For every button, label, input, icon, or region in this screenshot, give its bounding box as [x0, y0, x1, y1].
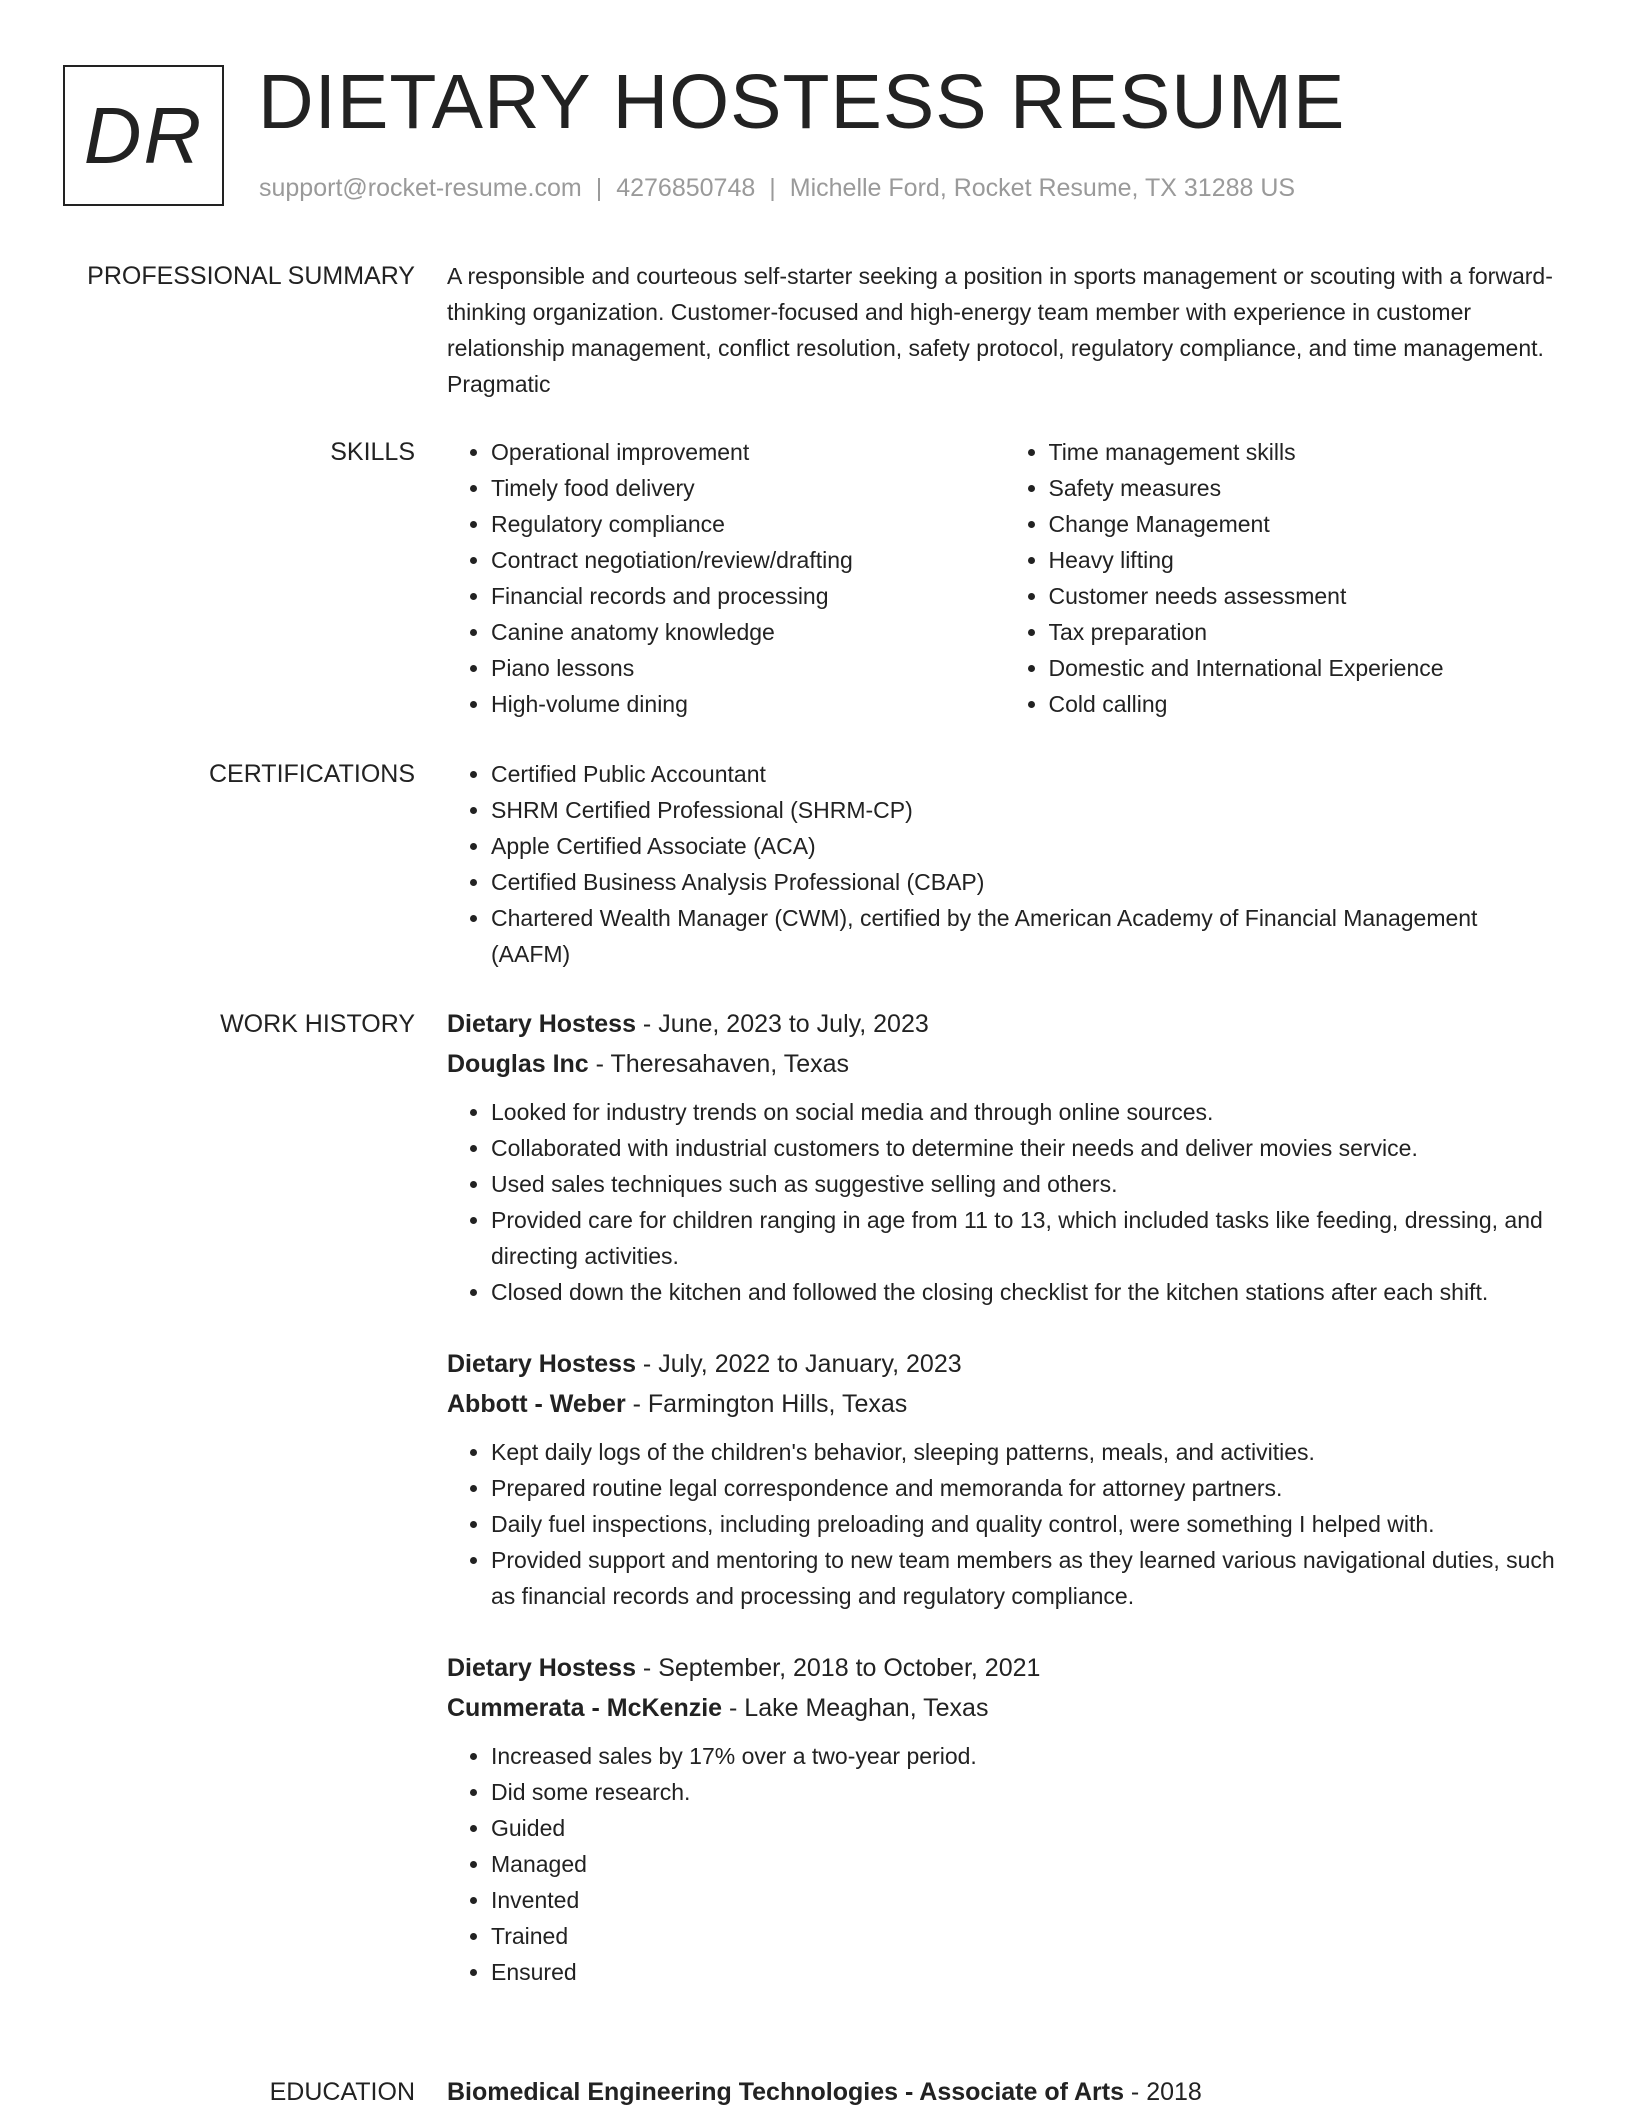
certification-item: • Apple Certified Associate (ACA): [491, 828, 1562, 864]
skill-item: • High-volume dining: [491, 686, 1005, 722]
job-company-line: [447, 1688, 1562, 1728]
education-year: - 2018: [1123, 2078, 1202, 2106]
job-bullets: [447, 1094, 1562, 1310]
job-title-line: [447, 1004, 1562, 1044]
job-bullet: • Ensured: [491, 1954, 1562, 1990]
skills-body: [447, 434, 1562, 722]
job-bullet: • Kept daily logs of the children's behavior, sleeping patterns, meals, and activities.: [491, 1434, 1562, 1470]
skill-item: • Operational improvement: [491, 434, 1005, 470]
education-degree: Biomedical Engineering Technologies - Associate of Arts: [447, 2078, 1124, 2106]
job-company-line: [447, 1044, 1562, 1084]
job-location: - Lake Meaghan, Texas: [722, 1694, 989, 1722]
skill-item: • Tax preparation: [1049, 614, 1563, 650]
skill-item: • Canine anatomy knowledge: [491, 614, 1005, 650]
skill-item: • Cold calling: [1049, 686, 1563, 722]
job-dates: - June, 2023 to July, 2023: [635, 1010, 929, 1038]
certification-item: • Certified Business Analysis Professional (CBAP): [491, 864, 1562, 900]
education-line: [447, 2072, 1562, 2112]
skills-list-right: [1005, 434, 1563, 722]
job-title-line: [447, 1648, 1562, 1688]
job-dates: - September, 2018 to October, 2021: [635, 1654, 1041, 1682]
job-bullet: • Invented: [491, 1882, 1562, 1918]
skill-item: • Timely food delivery: [491, 470, 1005, 506]
job-title: Dietary Hostess: [447, 1654, 636, 1682]
skills-list-left: [447, 434, 1005, 722]
contact-line: [259, 174, 1295, 203]
certification-item: • Chartered Wealth Manager (CWM), certified by the American Academy of Financial Management (AAFM): [491, 900, 1562, 972]
certifications-list: [447, 756, 1562, 972]
contact-separator: |: [769, 174, 776, 202]
certification-item: • SHRM Certified Professional (SHRM-CP): [491, 792, 1562, 828]
skill-item: • Contract negotiation/review/drafting: [491, 542, 1005, 578]
skill-item: • Change Management: [1049, 506, 1563, 542]
education-heading: EDUCATION: [269, 2078, 415, 2106]
skills-heading: SKILLS: [330, 438, 415, 466]
monogram-logo: DR: [63, 65, 224, 206]
skill-item: • Heavy lifting: [1049, 542, 1563, 578]
work-history-heading: WORK HISTORY: [220, 1010, 415, 1038]
skill-item: • Time management skills: [1049, 434, 1563, 470]
job-bullet: • Prepared routine legal correspondence and memoranda for attorney partners.: [491, 1470, 1562, 1506]
certifications-body: [447, 756, 1562, 972]
job-bullet: • Daily fuel inspections, including preloading and quality control, were something I helped with.: [491, 1506, 1562, 1542]
job-bullet: • Managed: [491, 1846, 1562, 1882]
job-dates: - July, 2022 to January, 2023: [635, 1350, 962, 1378]
job-company: Douglas Inc: [447, 1050, 589, 1078]
job-bullet: • Provided support and mentoring to new team members as they learned various navigational duties, such as financial records and processing and regulatory compliance.: [491, 1542, 1562, 1614]
job-bullet: • Looked for industry trends on social media and through online sources.: [491, 1094, 1562, 1130]
job-bullet: • Guided: [491, 1810, 1562, 1846]
certification-item: • Certified Public Accountant: [491, 756, 1562, 792]
job-title-line: [447, 1344, 1562, 1384]
job-bullet: • Closed down the kitchen and followed the closing checklist for the kitchen stations after each shift.: [491, 1274, 1562, 1310]
job-bullet: • Did some research.: [491, 1774, 1562, 1810]
skill-item: • Safety measures: [1049, 470, 1563, 506]
skill-item: • Customer needs assessment: [1049, 578, 1563, 614]
job-bullet: • Trained: [491, 1918, 1562, 1954]
skill-item: • Domestic and International Experience: [1049, 650, 1563, 686]
skill-item: • Piano lessons: [491, 650, 1005, 686]
summary-text: A responsible and courteous self-starter seeking a position in sports management or scouting with a forward-thinking organization. Customer-focused and high-energy team member with experience in customer relationship management, conflict resolution, safety protocol, regulatory compliance, and time management. Pragmatic: [447, 263, 1553, 397]
job-bullet: • Provided care for children ranging in age from 11 to 13, which included tasks like feeding, dressing, and directing activities.: [491, 1202, 1562, 1274]
certifications-heading: CERTIFICATIONS: [208, 760, 415, 788]
work-history-body: [447, 1004, 1562, 2024]
job-bullet: • Used sales techniques such as suggestive selling and others.: [491, 1166, 1562, 1202]
job-entry: [447, 1648, 1562, 1990]
job-company-line: [447, 1384, 1562, 1424]
page-title: DIETARY HOSTESS RESUME: [258, 59, 1346, 145]
education-body: [447, 2072, 1562, 2112]
job-location: - Theresahaven, Texas: [588, 1050, 850, 1078]
job-bullet: • Increased sales by 17% over a two-year period.: [491, 1738, 1562, 1774]
job-location: - Farmington Hills, Texas: [625, 1390, 908, 1418]
job-company: Cummerata - McKenzie: [447, 1694, 723, 1722]
summary-heading: PROFESSIONAL SUMMARY: [87, 262, 415, 290]
job-entry: [447, 1344, 1562, 1614]
job-bullet: • Collaborated with industrial customers to determine their needs and deliver movies service.: [491, 1130, 1562, 1166]
summary-body: [447, 258, 1562, 402]
skill-item: • Regulatory compliance: [491, 506, 1005, 542]
job-company: Abbott - Weber: [447, 1390, 626, 1418]
job-entry: [447, 1004, 1562, 1310]
job-title: Dietary Hostess: [447, 1350, 636, 1378]
contact-email: support@rocket-resume.com: [259, 174, 582, 202]
skill-item: • Financial records and processing: [491, 578, 1005, 614]
contact-separator: |: [595, 174, 603, 202]
job-title: Dietary Hostess: [447, 1010, 636, 1038]
contact-address: Michelle Ford, Rocket Resume, TX 31288 US: [789, 174, 1296, 202]
job-bullets: [447, 1434, 1562, 1614]
contact-phone: 4276850748: [616, 174, 756, 202]
job-bullets: [447, 1738, 1562, 1990]
